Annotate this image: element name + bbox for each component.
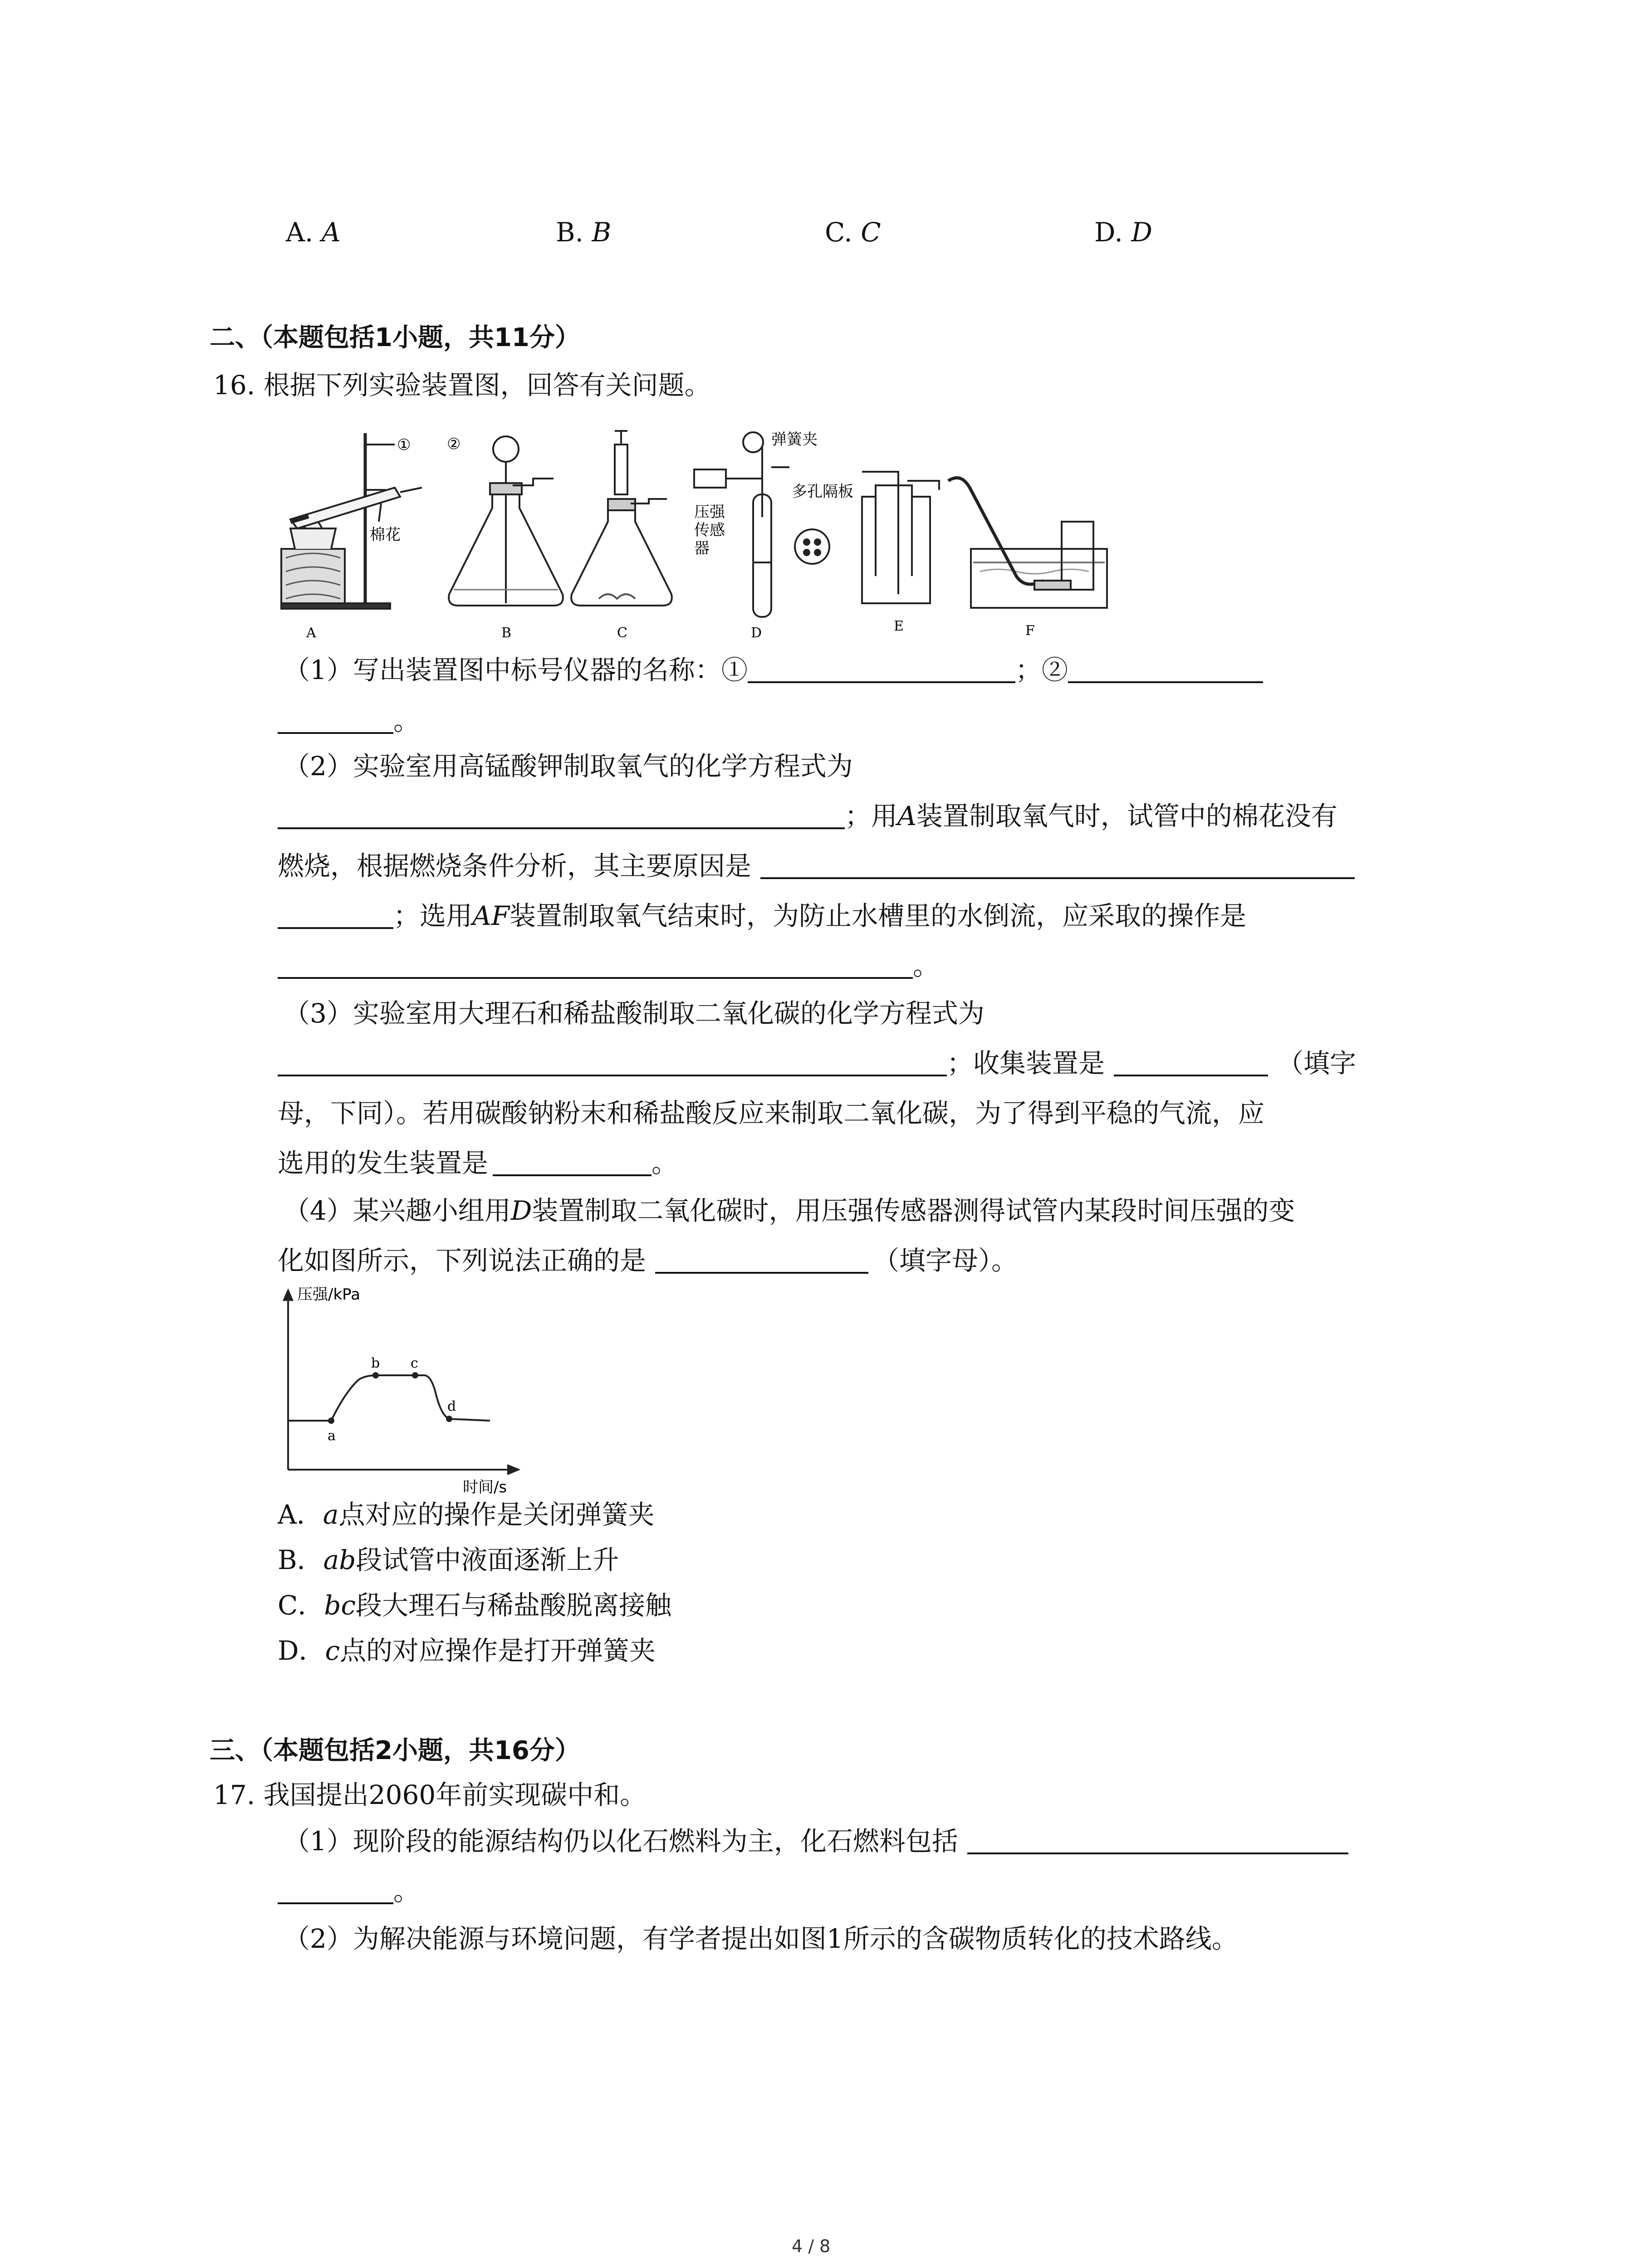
fig-sensor-label-1: 压强	[694, 503, 725, 521]
apparatus-b	[449, 436, 563, 606]
q16-part2-line3: 燃烧，根据燃烧条件分析，其主要原因是	[278, 853, 1355, 879]
q16-part3-line2: ；收集装置是 （填字	[278, 1050, 1356, 1076]
q16-option-a[interactable]: A．a点对应的操作是关闭弹簧夹	[278, 1499, 655, 1530]
q16-part4-line1: （4）某兴趣小组用D装置制取二氧化碳时，用压强传感器测得试管内某段时间压强的变	[284, 1195, 1295, 1226]
q16-part4-line2: 化如图所示，下列说法正确的是 （填字母）。	[278, 1245, 1018, 1276]
answer-blank-fossil-fuels[interactable]	[967, 1829, 1348, 1854]
apparatus-a	[281, 433, 422, 609]
q16-part1-line2: 。	[278, 708, 420, 734]
point-label-d: d	[447, 1398, 456, 1414]
answer-blank-collect[interactable]	[1114, 1051, 1268, 1076]
option-d: D. D	[1094, 217, 1152, 248]
answer-blank-equation-co2[interactable]	[278, 1051, 947, 1076]
x-axis-label: 时间/s	[463, 1478, 507, 1496]
answer-blank-1[interactable]	[748, 658, 1015, 683]
q17-stem: 17. 我国提出2060年前实现碳中和。	[213, 1779, 647, 1810]
q16-part3-line1: （3）实验室用大理石和稀盐酸制取二氧化碳的化学方程式为	[284, 998, 985, 1029]
fig-sensor-label-2: 传感	[694, 521, 725, 539]
point-c	[412, 1372, 418, 1378]
apparatus-c	[571, 431, 672, 606]
answer-blank-choice[interactable]	[655, 1248, 868, 1274]
answer-blank-operation[interactable]	[278, 953, 913, 979]
point-label-c: c	[411, 1355, 418, 1371]
fig-label-d: D	[751, 625, 762, 641]
fig-label-e: E	[894, 618, 904, 634]
y-axis-label: 压强/kPa	[297, 1286, 360, 1304]
q17-part2: （2）为解决能源与环境问题，有学者提出如图1所示的含碳物质转化的技术路线。	[284, 1923, 1238, 1954]
q17-part1-line1: （1）现阶段的能源结构仍以化石燃料为主，化石燃料包括	[284, 1828, 1348, 1854]
q16-part3-line4: 选用的发生装置是 。	[278, 1148, 678, 1178]
pressure-curve	[288, 1375, 490, 1421]
apparatus-e	[862, 472, 939, 603]
q16-part2-line2: ；用A装置制取氧气时，试管中的棉花没有	[278, 803, 1337, 829]
q16-part1-line1: （1）写出装置图中标号仪器的名称：① ；②	[284, 657, 1263, 683]
fig-porous-plate-label: 多孔隔板	[792, 483, 853, 501]
answer-blank-2-cont[interactable]	[278, 709, 393, 734]
fig-sensor-label-3: 器	[694, 539, 710, 557]
fig-label-a: A	[306, 625, 316, 641]
option-c: C. C	[825, 217, 881, 248]
q17-part1-line2: 。	[278, 1878, 420, 1904]
fig-cotton-label: 棉花	[370, 526, 401, 544]
fig-label-b: B	[501, 625, 512, 641]
fig-spring-clip-label: 弹簧夹	[771, 430, 818, 449]
section-3-heading: 三、（本题包括2小题，共16分）	[210, 1736, 580, 1765]
fig-label-f: F	[1025, 623, 1035, 639]
answer-blank-reason[interactable]	[760, 854, 1355, 879]
q16-part2-line5: 。	[278, 953, 939, 979]
point-a	[328, 1418, 334, 1424]
q16-option-d[interactable]: D．c点的对应操作是打开弹簧夹	[278, 1635, 656, 1666]
answer-blank-2[interactable]	[1068, 658, 1263, 683]
section-2-heading: 二、（本题包括1小题，共11分）	[210, 323, 580, 352]
q16-stem: 16. 根据下列实验装置图，回答有关问题。	[213, 370, 711, 401]
answer-blank-generator[interactable]	[493, 1151, 652, 1176]
option-a: A. A	[286, 217, 341, 248]
fig-circle-1: ①	[397, 436, 411, 454]
answer-blank-equation-o2[interactable]	[278, 804, 845, 829]
q16-part2-line4: ；选用AF装置制取氧气结束时，为防止水槽里的水倒流，应采取的操作是	[278, 903, 1246, 929]
option-b: B. B	[556, 217, 612, 248]
fig-label-c: C	[617, 625, 627, 641]
point-label-b: b	[371, 1355, 380, 1371]
pressure-time-graph	[272, 1279, 526, 1497]
answer-blank-reason-cont[interactable]	[278, 904, 393, 929]
page-number: 4 / 8	[792, 2236, 831, 2256]
q16-option-b[interactable]: B．ab段试管中液面逐渐上升	[278, 1545, 619, 1575]
apparatus-f	[948, 478, 1107, 608]
fig-circle-2: ②	[447, 435, 461, 453]
q16-part3-line3: 母，下同）。若用碳酸钠粉末和稀盐酸反应来制取二氧化碳，为了得到平稳的气流，应	[278, 1098, 1265, 1129]
point-d	[446, 1416, 452, 1422]
q16-option-c[interactable]: C．bc段大理石与稀盐酸脱离接触	[278, 1590, 672, 1621]
apparatus-figure	[272, 426, 1112, 644]
point-label-a: a	[328, 1428, 336, 1444]
point-b	[372, 1372, 379, 1378]
q16-part2-line1: （2）实验室用高锰酸钾制取氧气的化学方程式为	[284, 751, 853, 782]
answer-blank-fossil-fuels-cont[interactable]	[278, 1879, 393, 1904]
